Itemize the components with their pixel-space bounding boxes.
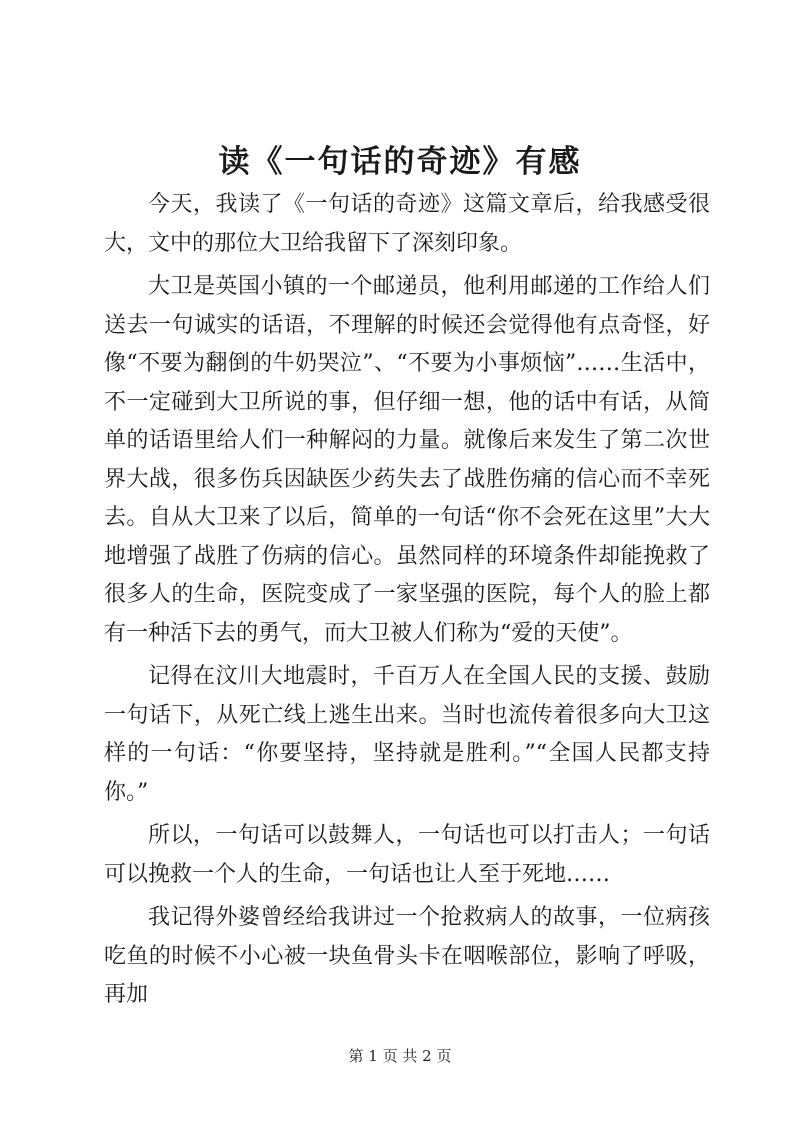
paragraph-3: 记得在汶川大地震时，千百万人在全国人民的支援、鼓励一句话下，从死亡线上逃生出来。当时也流传着很多向大卫这样的一句话：“你要坚持，坚持就是胜利。”“全国人民都支持你。”: [104, 664, 710, 805]
document-body: [104, 186, 710, 1020]
paragraph-4: 所以，一句话可以鼓舞人，一句话也可以打击人；一句话可以挽救一个人的生命，一句话也让人至于死地……: [104, 823, 710, 887]
page-footer: 第 1 页 共 2 页: [348, 1047, 452, 1065]
paragraph-2: 大卫是英国小镇的一个邮递员，他利用邮递的工作给人们送去一句诚实的话语，不理解的时候还会觉得他有点奇怪，好像“不要为翻倒的牛奶哭泣”、“不要为小事烦恼”……生活中，不一定碰到大卫所说的事，但仔细一想，他的话中有话，从简单的话语里给人们一种解闷的力量。就像后来发生了第二次世界大战，很多伤兵因缺医少药失去了战胜伤痛的信心而不幸死去。自从大卫来了以后，简单的一句话“你不会死在这里”大大地增强了战胜了伤病的信心。虽然同样的环境条件却能挽救了很多人的生命，医院变成了一家坚强的医院，每个人的脸上都有一种活下去的勇气，而大卫被人们称为“爱的天使”。: [104, 274, 710, 646]
paragraph-1: 今天，我读了《一句话的奇迹》这篇文章后，给我感受很大，文中的那位大卫给我留下了深刻印象。: [104, 192, 710, 256]
page-title: 读《一句话的奇迹》有感: [218, 144, 582, 180]
paragraph-5: 我记得外婆曾经给我讲过一个抢救病人的故事，一位病孩吃鱼的时候不小心被一块鱼骨头卡在咽喉部位，影响了呼吸，再加: [104, 905, 710, 1007]
